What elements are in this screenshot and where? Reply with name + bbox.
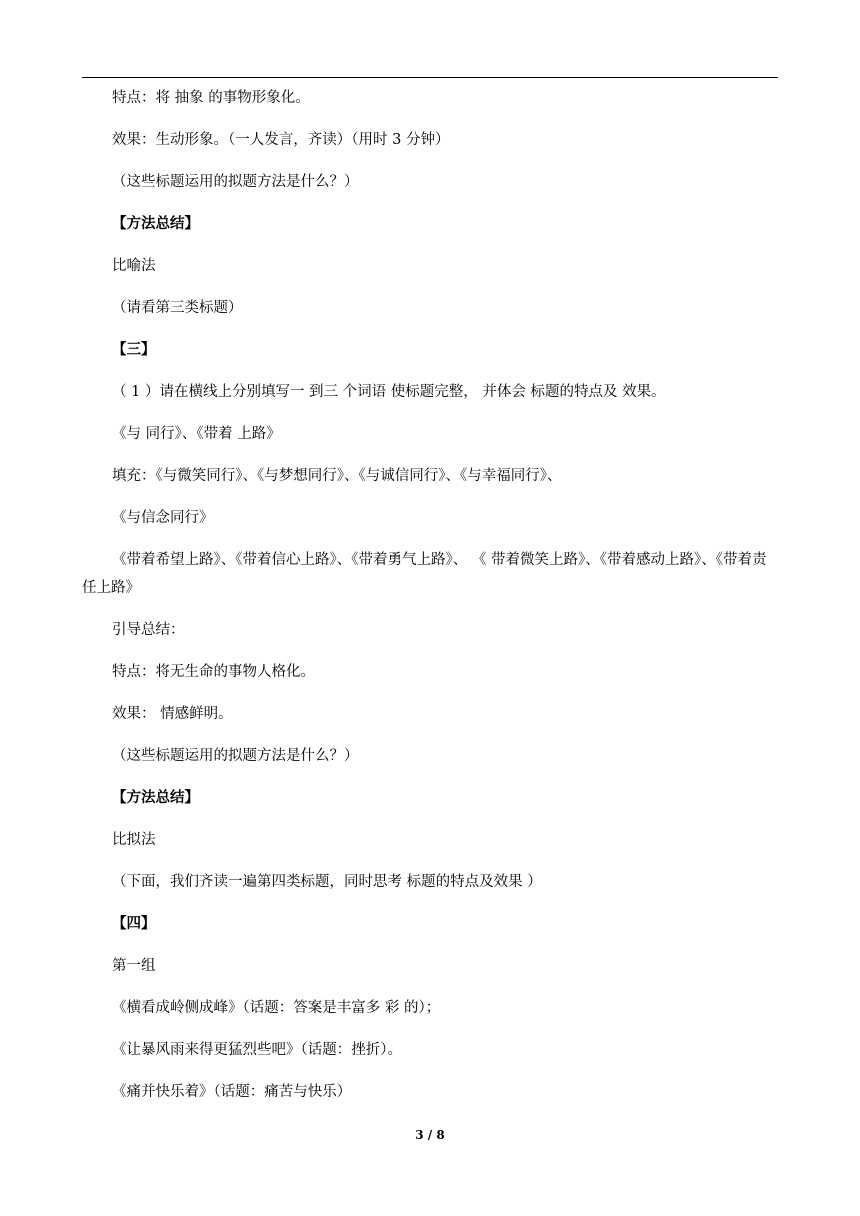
text-line: （这些标题运用的拟题方法是什么？）	[112, 748, 359, 764]
text-line: 填充：《与微笑同行》、《与梦想同行》、《与诚信同行》、《与幸福同行》、	[112, 468, 562, 484]
header-rule	[82, 77, 778, 78]
text-line: 《让暴风雨来得更猛烈些吧》（话题：挫折）。	[112, 1042, 402, 1058]
text-line: 比拟法	[112, 832, 156, 848]
section-heading: 【方法总结】	[112, 789, 199, 806]
document-page	[82, 84, 778, 1120]
section-heading: 【四】	[112, 915, 156, 932]
text-line: 效果： 情感鲜明。	[112, 706, 233, 722]
text-line: 《与 同行》、《带着 上路》	[112, 426, 281, 442]
text-line: 比喻法	[112, 258, 156, 274]
text-line: 引导总结：	[112, 622, 185, 638]
text-line: 特点：将 抽象 的事物形象化。	[112, 90, 310, 106]
text-line: 《痛并快乐着》（话题：痛苦与快乐）	[112, 1084, 352, 1100]
text-line: （这些标题运用的拟题方法是什么？）	[112, 174, 359, 190]
section-heading: 【方法总结】	[112, 215, 199, 232]
text-line: （ 1 ）请在横线上分别填写一 到三 个词语 使标题完整， 并体会 标题的特点及 效果。	[112, 384, 666, 400]
text-line: 效果：生动形象。（一人发言，齐读）（用时 3 分钟）	[112, 132, 450, 148]
section-heading: 【三】	[112, 341, 156, 358]
page-number: 3 / 8	[415, 1128, 445, 1142]
text-line: 第一组	[112, 958, 156, 974]
text-line: 《与信念同行》	[112, 510, 214, 526]
text-line: （下面，我们齐读一遍第四类标题，同时思考 标题的特点及效果 ）	[112, 874, 542, 890]
text-line: 《横看成岭侧成峰》（话题：答案是丰富多 彩 的）；	[112, 1000, 441, 1016]
text-line: 特点：将无生命的事物人格化。	[112, 664, 315, 680]
text-line: （请看第三类标题）	[112, 300, 243, 316]
text-paragraph: 《带着希望上路》、《带着信心上路》、《带着勇气上路》、 《 带着微笑上路》、《带着感动上路》、《带着责任上路》	[82, 552, 767, 596]
